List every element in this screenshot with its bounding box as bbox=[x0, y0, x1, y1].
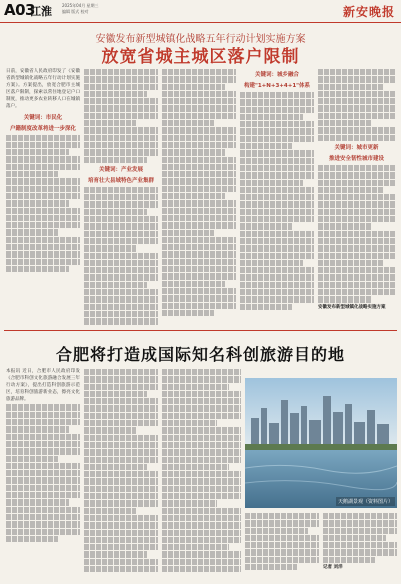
story1-subhead-1: 关键词：市民化 bbox=[23, 114, 63, 121]
story1-subtitle-1: 户籍制度改革将进一步深化 bbox=[9, 125, 76, 132]
story1-subhead-4: 关键词：城市更新 bbox=[334, 144, 379, 151]
story1-subtitle-2: 培育壮大县域特色产业集群 bbox=[87, 177, 154, 184]
story1-subtitle-3: 构建"1+N+3+4+1"体系 bbox=[243, 83, 311, 89]
lake-photo-image bbox=[245, 378, 397, 508]
story1-byline: 安徽发布新型城镇化战略实施方案 bbox=[318, 304, 386, 310]
lake-photo bbox=[245, 378, 397, 508]
story1-subhead-3: 关键词：城乡融合 bbox=[254, 72, 299, 78]
story1-col-4 bbox=[240, 68, 314, 326]
photo-caption: 天鹅湖景观（资料图片） bbox=[337, 499, 393, 505]
page-header bbox=[0, 0, 401, 23]
story1-col-5 bbox=[318, 68, 395, 326]
story2-col-5 bbox=[323, 512, 397, 580]
header-editors: 编辑 版式 校对 bbox=[62, 9, 89, 14]
story2-col-2 bbox=[84, 368, 158, 580]
story1-subhead-2: 关键词：产业发展 bbox=[98, 166, 143, 173]
story1-col-1 bbox=[6, 68, 80, 326]
story2-byline: 记者 刘洋 bbox=[323, 565, 343, 571]
story2-col-3 bbox=[162, 368, 241, 580]
header-meta bbox=[62, 3, 99, 15]
story1-col-3 bbox=[162, 68, 236, 326]
section-divider bbox=[4, 330, 397, 331]
story1-headline: 放宽省城主城区落户限制 bbox=[101, 47, 300, 67]
story2-headline: 合肥将打造成国际知名科创旅游目的地 bbox=[55, 345, 345, 364]
story2-col-4 bbox=[245, 512, 319, 580]
story2-lead: 本报讯 近日，合肥市人民政府印发《合肥市科创文化旅游融合发展三年行动方案》，提出打造科创旅游示范区，培育科创旅游新业态，擦亮文化旅游品牌。 bbox=[6, 369, 80, 403]
story1-col-2 bbox=[84, 68, 158, 326]
story1-lead: 日前，安徽省人民政府印发了《安徽省新型城镇化战略五年行动计划实施方案》。方案提出，放宽合肥市主城区落户限制，探索以常住地登记户口制度，推动更多农业转移人口在城镇落户。 bbox=[6, 69, 80, 110]
page-number: A03 bbox=[4, 1, 35, 19]
story1-subtitle-4: 推进安全韧性城市建设 bbox=[328, 155, 384, 162]
masthead-logo: 新安晚报 bbox=[342, 5, 395, 19]
story2-col-1 bbox=[6, 368, 80, 580]
header-date: 2025年04月 星期三 bbox=[62, 3, 99, 8]
section-name: 江淮 bbox=[30, 5, 52, 18]
story1-kicker: 安徽发布新型城镇化战略五年行动计划实施方案 bbox=[95, 34, 306, 45]
